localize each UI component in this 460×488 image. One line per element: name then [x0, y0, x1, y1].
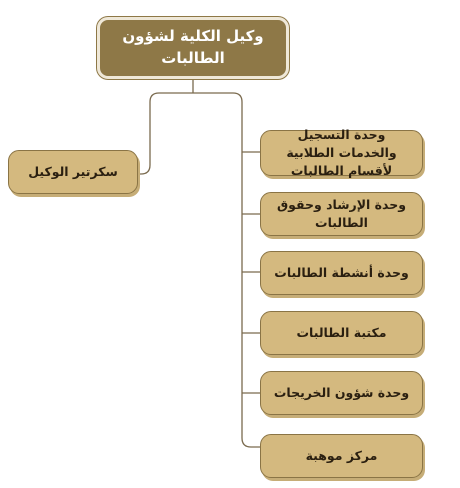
unit-activities-label: وحدة أنشطة الطالبات	[274, 264, 409, 280]
unit-registration-label: وحدة التسجيل والخدمات الطلابية لأقسام الطالبات	[286, 126, 397, 179]
unit-registration-box	[260, 126, 423, 179]
unit-mawhiba-label: مركز موهبة	[305, 447, 378, 463]
unit-mawhiba-box	[260, 434, 423, 478]
unit-guidance-label: وحدة الإرشاد وحقوق الطالبات	[276, 196, 407, 230]
unit-guidance-box	[260, 192, 423, 236]
unit-activities-box	[260, 251, 423, 295]
dean-vice-label: وكيل الكلية لشؤون الطالبات	[122, 27, 264, 67]
secretary-label: سكرتير الوكيل	[28, 163, 118, 179]
unit-graduates-box	[260, 371, 423, 415]
unit-graduates-label: وحدة شؤون الخريجات	[273, 384, 410, 400]
unit-library-label: مكتبة الطالبات	[296, 324, 387, 340]
dean-vice-box	[97, 17, 289, 79]
secretary-box	[8, 150, 138, 194]
unit-library-box	[260, 311, 423, 355]
